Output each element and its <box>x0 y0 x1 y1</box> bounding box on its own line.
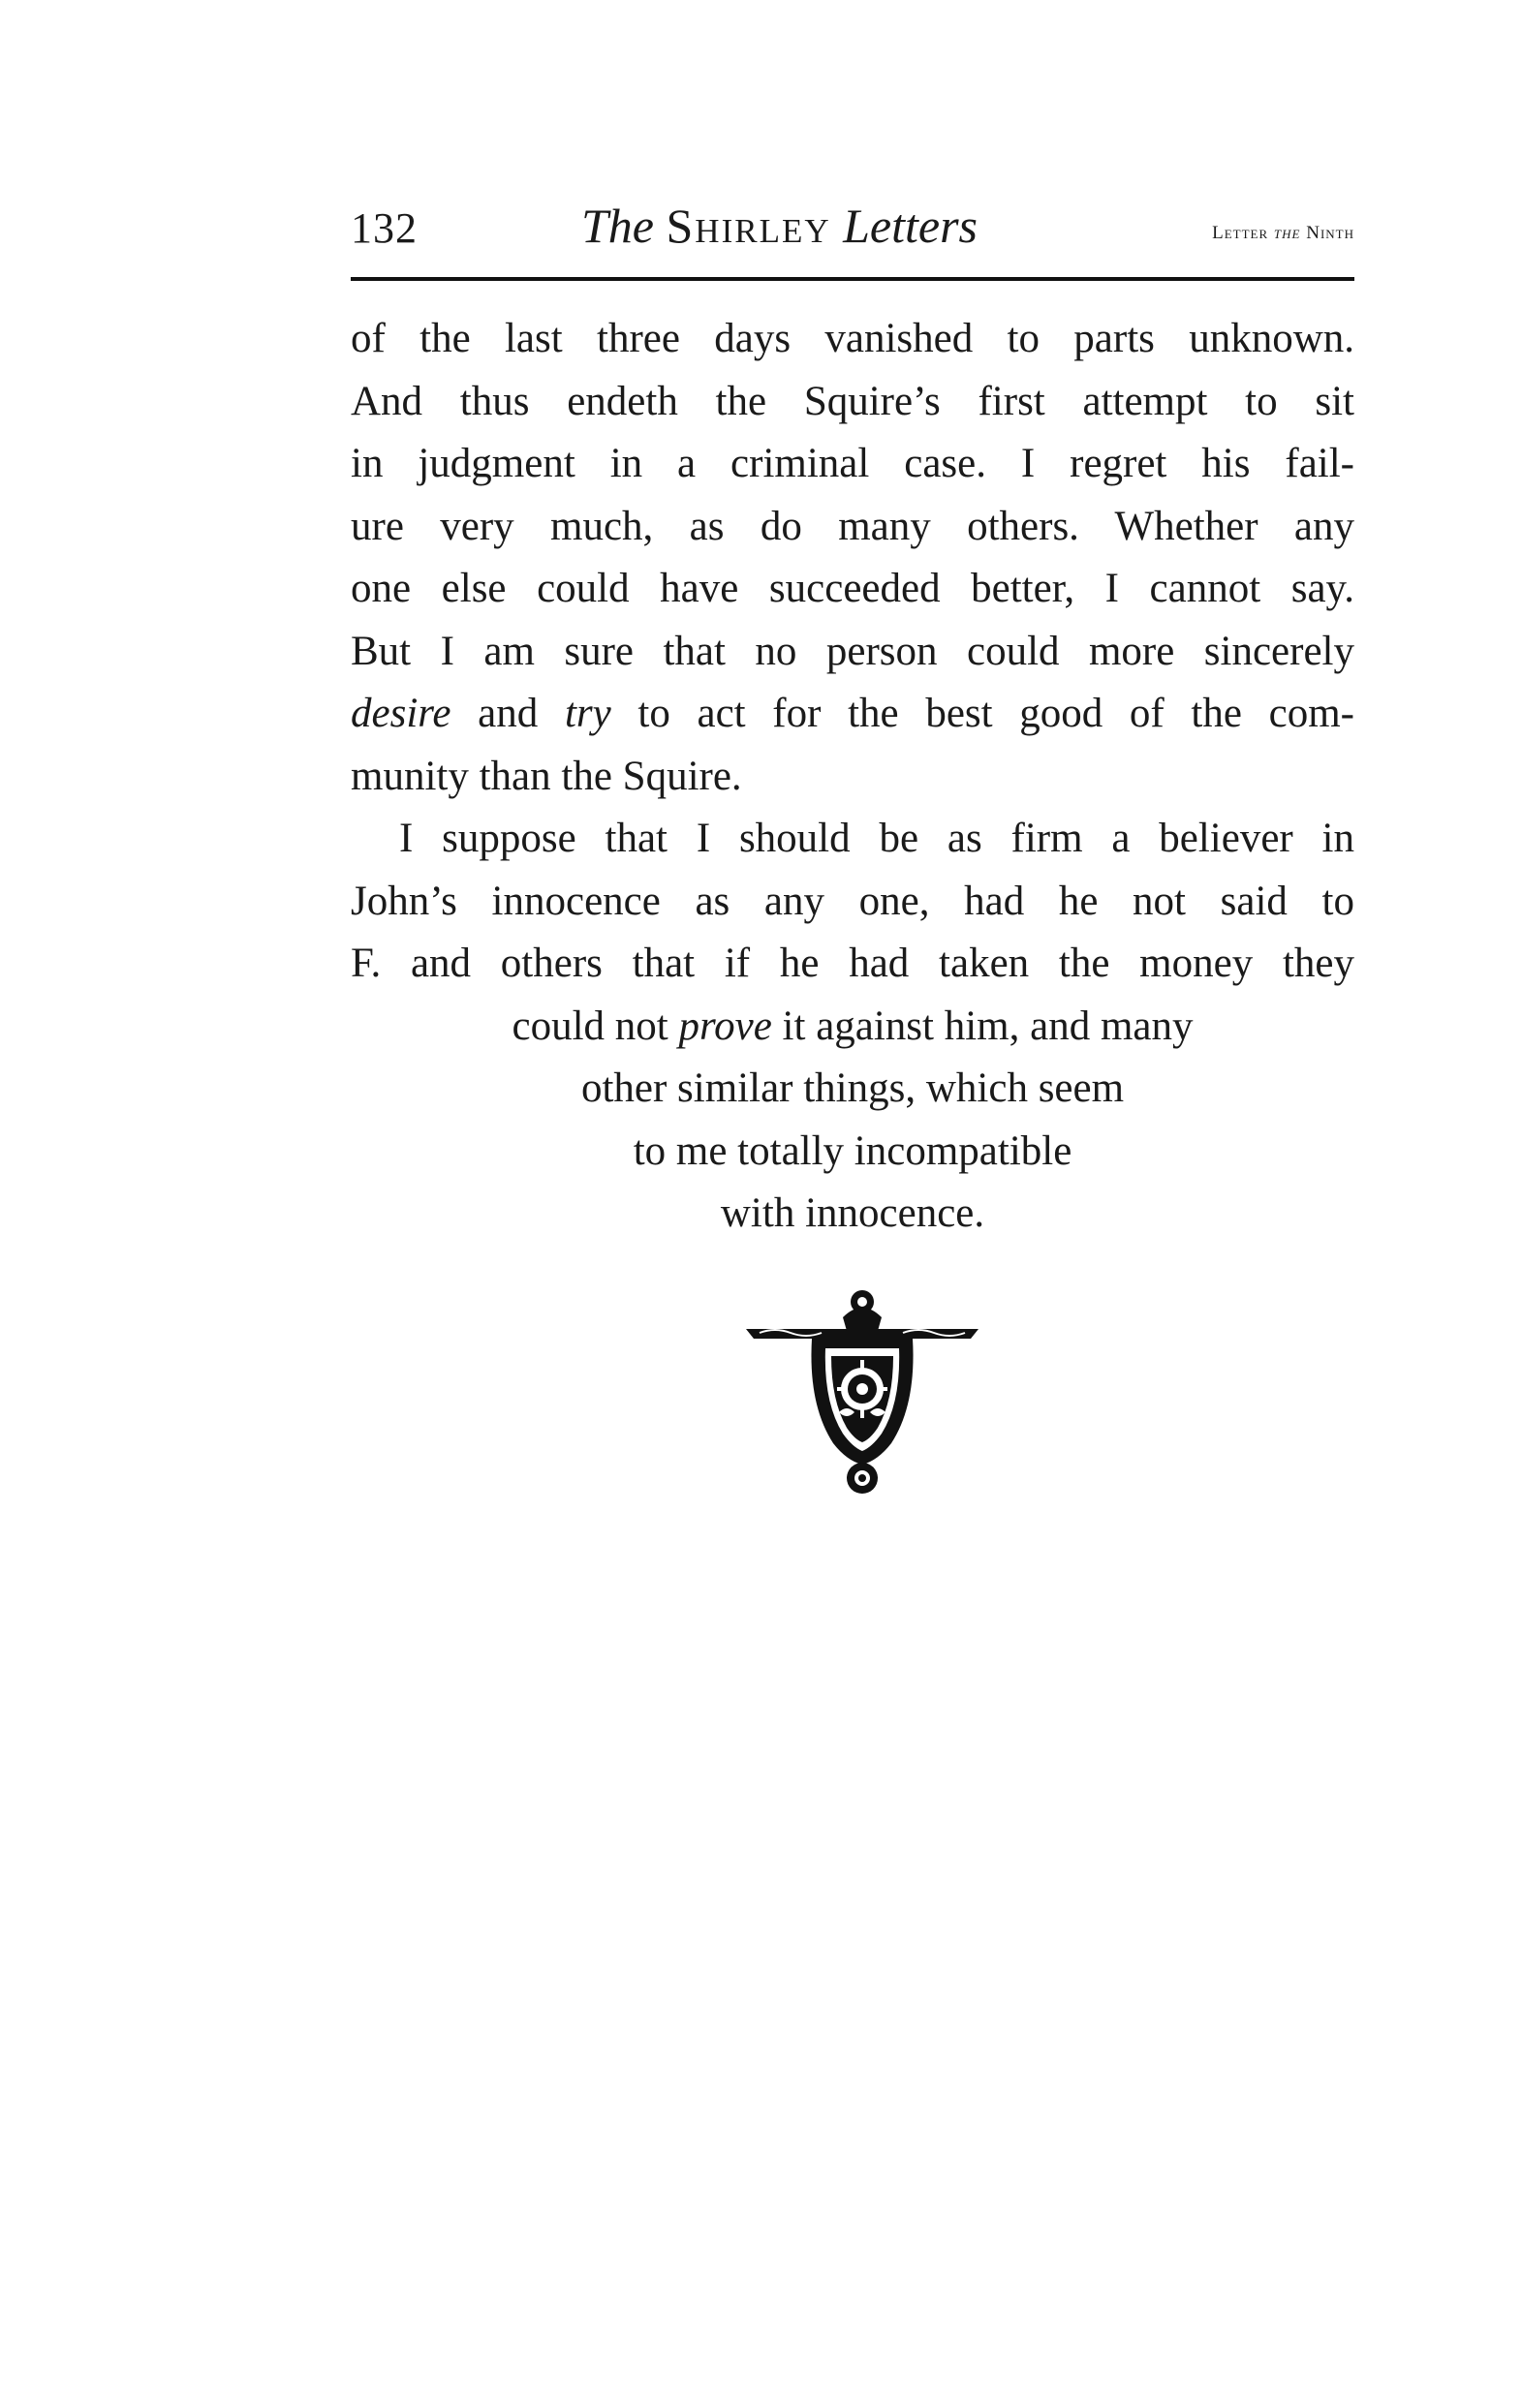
text-fragment: and <box>450 691 565 736</box>
text-line <box>351 996 1354 1059</box>
emphasis-desire: desire <box>351 691 451 736</box>
text-line: in judgment in a criminal case. I regret his fail- <box>351 441 1354 486</box>
text-fragment: to act for the best good of the com- <box>610 691 1354 736</box>
text-line: with innocence. <box>720 1190 985 1236</box>
text-line: F. and others that if he had taken the money they <box>351 941 1354 986</box>
text-line: I suppose that I should be as firm a believer in <box>399 816 1354 861</box>
text-line: munity than the Squire. <box>351 753 742 799</box>
text-line: ure very much, as do many others. Whether any <box>351 503 1354 549</box>
text-line <box>351 683 1354 746</box>
emphasis-prove: prove <box>678 1003 772 1049</box>
text-line: And thus endeth the Squire’s first attempt to sit <box>351 378 1354 424</box>
text-line: But I am sure that no person could more sincerely <box>351 628 1354 674</box>
text-line: one else could have succeeded better, I cannot say. <box>351 566 1354 611</box>
body-text <box>351 308 1354 1246</box>
chapter-letter: Letter <box>1212 223 1269 243</box>
title-the: The <box>581 199 654 253</box>
text-line: to me totally incompatible <box>633 1127 1072 1174</box>
text-line: other similar things, which seem <box>580 1065 1125 1111</box>
book-title <box>581 198 978 254</box>
chapter-ninth: Ninth <box>1306 223 1354 243</box>
title-shirley: Shirley <box>666 199 831 253</box>
emphasis-try: try <box>564 691 611 736</box>
page-number: 132 <box>351 204 418 252</box>
text-line: of the last three days vanished to parts unknown. <box>351 316 1354 361</box>
decorative-ornament-icon <box>746 1288 978 1501</box>
text-fragment: could not <box>512 1003 679 1049</box>
header-rule <box>351 277 1354 281</box>
running-head <box>351 190 1354 277</box>
text-fragment: it against him, and many <box>771 1003 1194 1049</box>
chapter-the: the <box>1273 223 1301 243</box>
chapter-label <box>1212 223 1354 244</box>
text-line: John’s innocence as any one, had he not said to <box>351 878 1354 924</box>
title-letters: Letters <box>843 199 978 253</box>
